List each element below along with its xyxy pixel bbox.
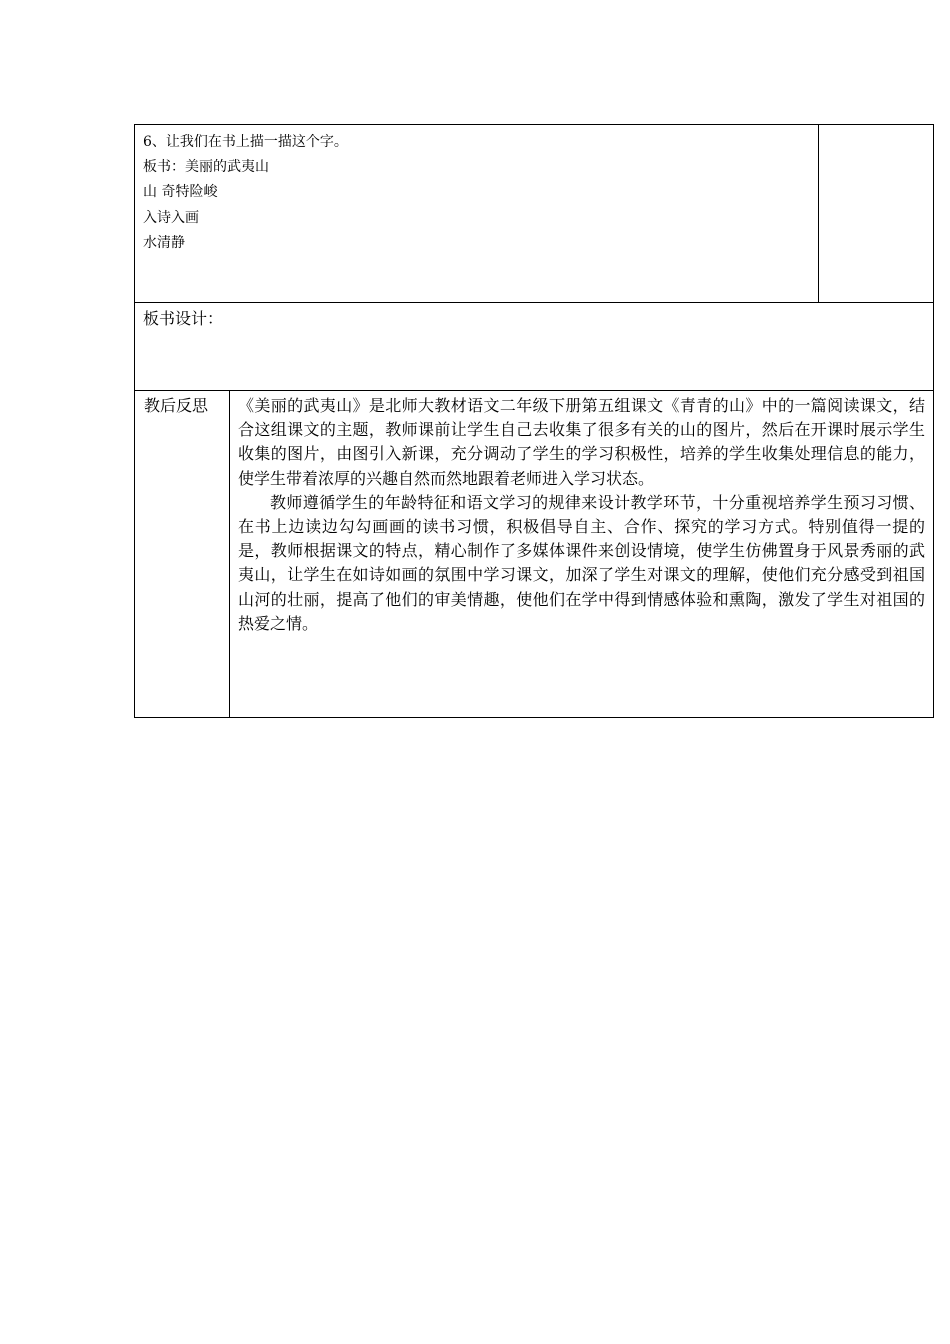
reflection-label-cell xyxy=(135,391,230,718)
reflection-text-cell xyxy=(230,391,934,718)
lesson-table xyxy=(134,124,934,718)
reflection-paragraph-1: 《美丽的武夷山》是北师大教材语文二年级下册第五组课文《青青的山》中的一篇阅读课文，结合这组课文的主题，教师课前让学生自己去收集了很多有关的山的图片，然后在开课时展示学生收集的图片，由图引入新课，充分调动了学生的学习积极性，培养的学生收集处理信息的能力，使学生带着浓厚的兴趣自然而然地跟着老师进入学习状态。 xyxy=(238,396,926,488)
board-design-cell xyxy=(135,303,934,391)
steps-cell xyxy=(135,125,819,303)
reflection-label: 教后反思 xyxy=(144,396,209,415)
board-title-line: 板书：美丽的武夷山 xyxy=(143,159,269,176)
board-design-row xyxy=(135,303,934,391)
board-line-water: 水清静 xyxy=(143,234,185,251)
notes-cell xyxy=(819,125,934,303)
step-6-text: 6、让我们在书上描一描这个字。 xyxy=(143,134,348,150)
reflection-paragraph-2: 教师遵循学生的年龄特征和语文学习的规律来设计教学环节，十分重视培养学生预习习惯、在书上边读边勾勾画画的读书习惯，积极倡导自主、合作、探究的学习方式。特别值得一提的是，教师根据课文的特点，精心制作了多媒体课件来创设情境，使学生仿佛置身于风景秀丽的武夷山，让学生在如诗如画的氛围中学习课文，加深了学生对课文的理解，使他们充分感受到祖国山河的壮丽，提高了他们的审美情趣，使他们在学中得到情感体验和熏陶，激发了学生对祖国的热爱之情。 xyxy=(238,492,926,633)
board-line-mountain: 山 奇特险峻 xyxy=(143,184,218,201)
steps-row xyxy=(135,125,934,303)
board-line-poem: 入诗入画 xyxy=(143,209,199,226)
reflection-row xyxy=(135,391,934,718)
board-design-label: 板书设计： xyxy=(143,309,224,328)
